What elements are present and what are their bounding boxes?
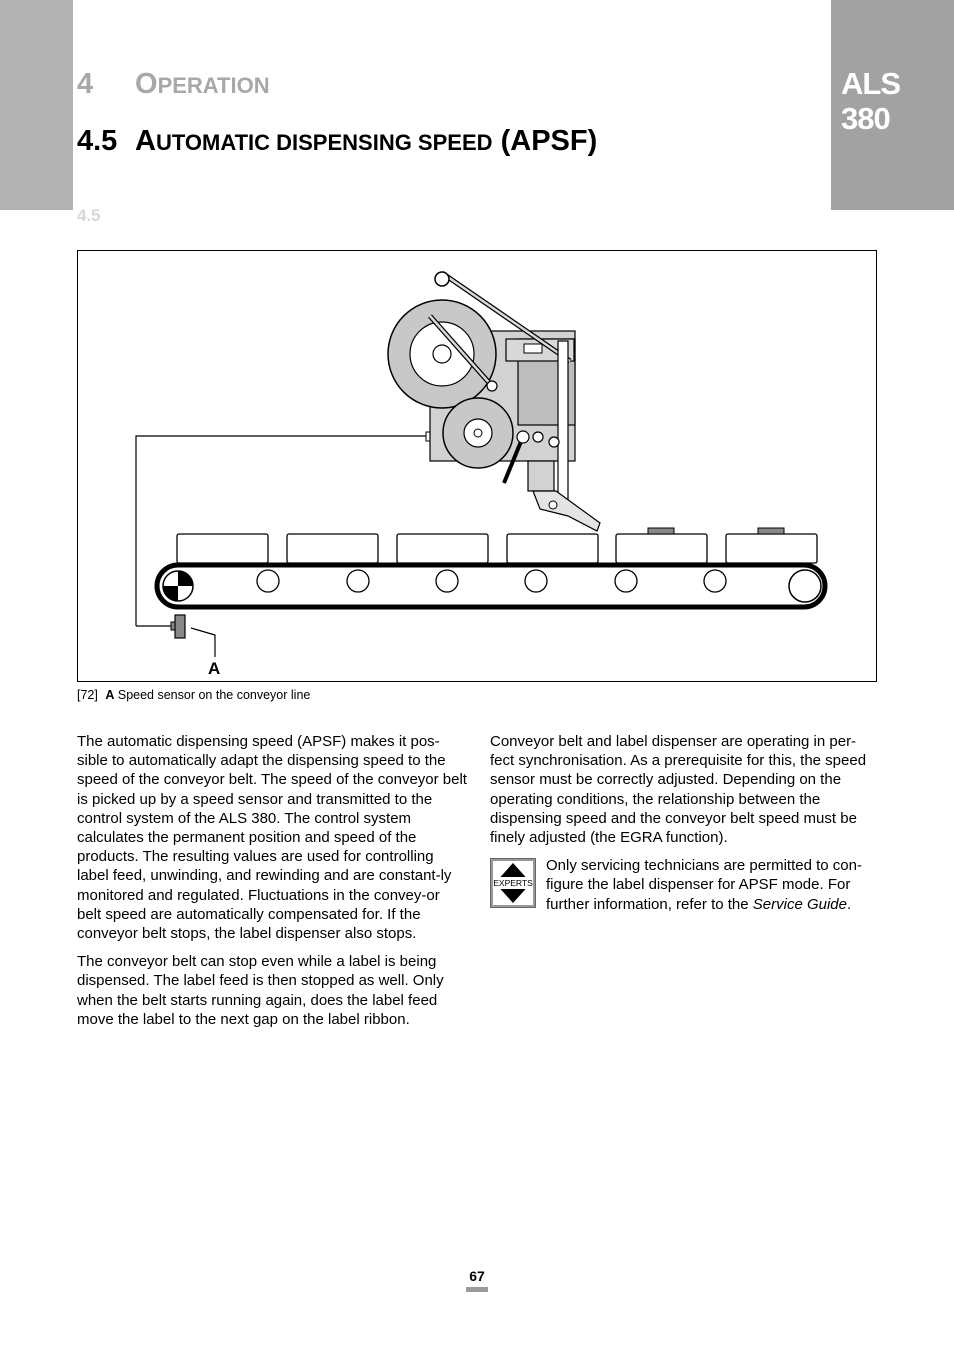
product-box (507, 534, 598, 563)
conveyor-diagram (78, 251, 876, 681)
belt-roller (615, 570, 637, 592)
right-column (490, 732, 880, 914)
paragraph: The conveyor belt can stop even while a label is being dispensed. The label feed is then stopped as well. Only when the belt starts running again, does the label feed move the label to the next gap on the label ribbon. (77, 953, 444, 1028)
applied-label (758, 528, 784, 534)
product-box (616, 534, 707, 563)
dispensing-roller (549, 501, 557, 509)
belt-roller (436, 570, 458, 592)
product-box (287, 534, 378, 563)
paragraph: Conveyor belt and label dispenser are operating in per-fect synchronisation. As a prerequisite for this, the speed sensor must be correctly adjusted. Depending on the operating conditions, the relationship between the dispensing speed and the conveyor belt speed must be finely adjusted (the EGRA function). (490, 733, 867, 847)
speed-sensor-body (175, 615, 185, 638)
section-title-rest: UTOMATIC DISPENSING SPEED (155, 130, 493, 155)
note-text-main: Only servicing technicians are permitted to con-figure the label dispenser for APSF mode. For further information, refer to the (546, 857, 862, 913)
model-name: ALS (841, 66, 900, 101)
page-number-underline (466, 1287, 488, 1292)
model-number: 380 (841, 101, 890, 136)
end-roller (789, 570, 821, 602)
model-label (841, 66, 900, 136)
experts-icon-label: EXPERTS (493, 878, 533, 889)
web-roller-1 (517, 431, 529, 443)
left-column (77, 732, 467, 1038)
conveyor-belt (157, 565, 825, 607)
product-box (397, 534, 488, 563)
figure-frame (77, 250, 877, 682)
belt-roller (347, 570, 369, 592)
pressure-block (528, 461, 554, 491)
figure-caption (77, 688, 310, 702)
callout-label-a: A (208, 659, 221, 678)
note-text-end: . (846, 895, 852, 913)
chapter-title-initial: O (135, 68, 158, 100)
rewinder-axle (474, 429, 482, 437)
speed-sensor-plug (171, 622, 175, 630)
chapter-title-rest: PERATION (157, 73, 270, 98)
paragraph: The automatic dispensing speed (APSF) makes it pos-sible to automatically adapt the dispensing speed to the speed of the conveyor belt. The speed of the conveyor belt is picked up by a speed sensor and transmitted to the control system of the ALS 380. The control system calculates the permanent position and speed of the products. The resulting values are used for controlling label feed, unwinding, and rewinding and are constant-ly monitored and regulated. Fluctuations in the convey-or belt speed are automatically compensated for. If the conveyor belt stops, the label dispenser also stops. (77, 733, 467, 943)
belt-roller (704, 570, 726, 592)
belt-roller (257, 570, 279, 592)
product-box (177, 534, 268, 563)
product-box (726, 534, 817, 563)
page-number: 67 (469, 1268, 485, 1284)
applied-label (648, 528, 674, 534)
section-number: 4.5 (77, 125, 118, 157)
web-roller-3 (549, 437, 559, 447)
chapter-heading (77, 68, 270, 101)
unwinder-hub (433, 345, 451, 363)
caption-label: A (105, 688, 115, 702)
experts-icon (490, 858, 536, 908)
section-title-initial: A (135, 125, 156, 157)
products (177, 528, 817, 563)
left-margin-bar (0, 0, 73, 210)
chapter-number: 4 (77, 68, 94, 100)
caption-text: Speed sensor on the conveyor line (117, 688, 311, 702)
dancer-roller (435, 272, 449, 286)
experts-note (490, 856, 880, 914)
dispensing-column (558, 341, 568, 511)
guide-roller (487, 381, 497, 391)
service-guide-reference: Service Guide (752, 895, 847, 913)
note-text (546, 856, 880, 914)
dispenser-display (524, 344, 542, 353)
section-heading (77, 125, 597, 158)
web-roller-2 (533, 432, 543, 442)
label-dispenser (388, 272, 600, 531)
ghost-section-number: 4.5 (77, 206, 101, 225)
belt-roller (525, 570, 547, 592)
speed-sensor (171, 615, 185, 638)
callout-leader (191, 628, 215, 657)
section-title-suffix: (APSF) (492, 125, 598, 157)
caption-number: [72] (77, 688, 98, 702)
